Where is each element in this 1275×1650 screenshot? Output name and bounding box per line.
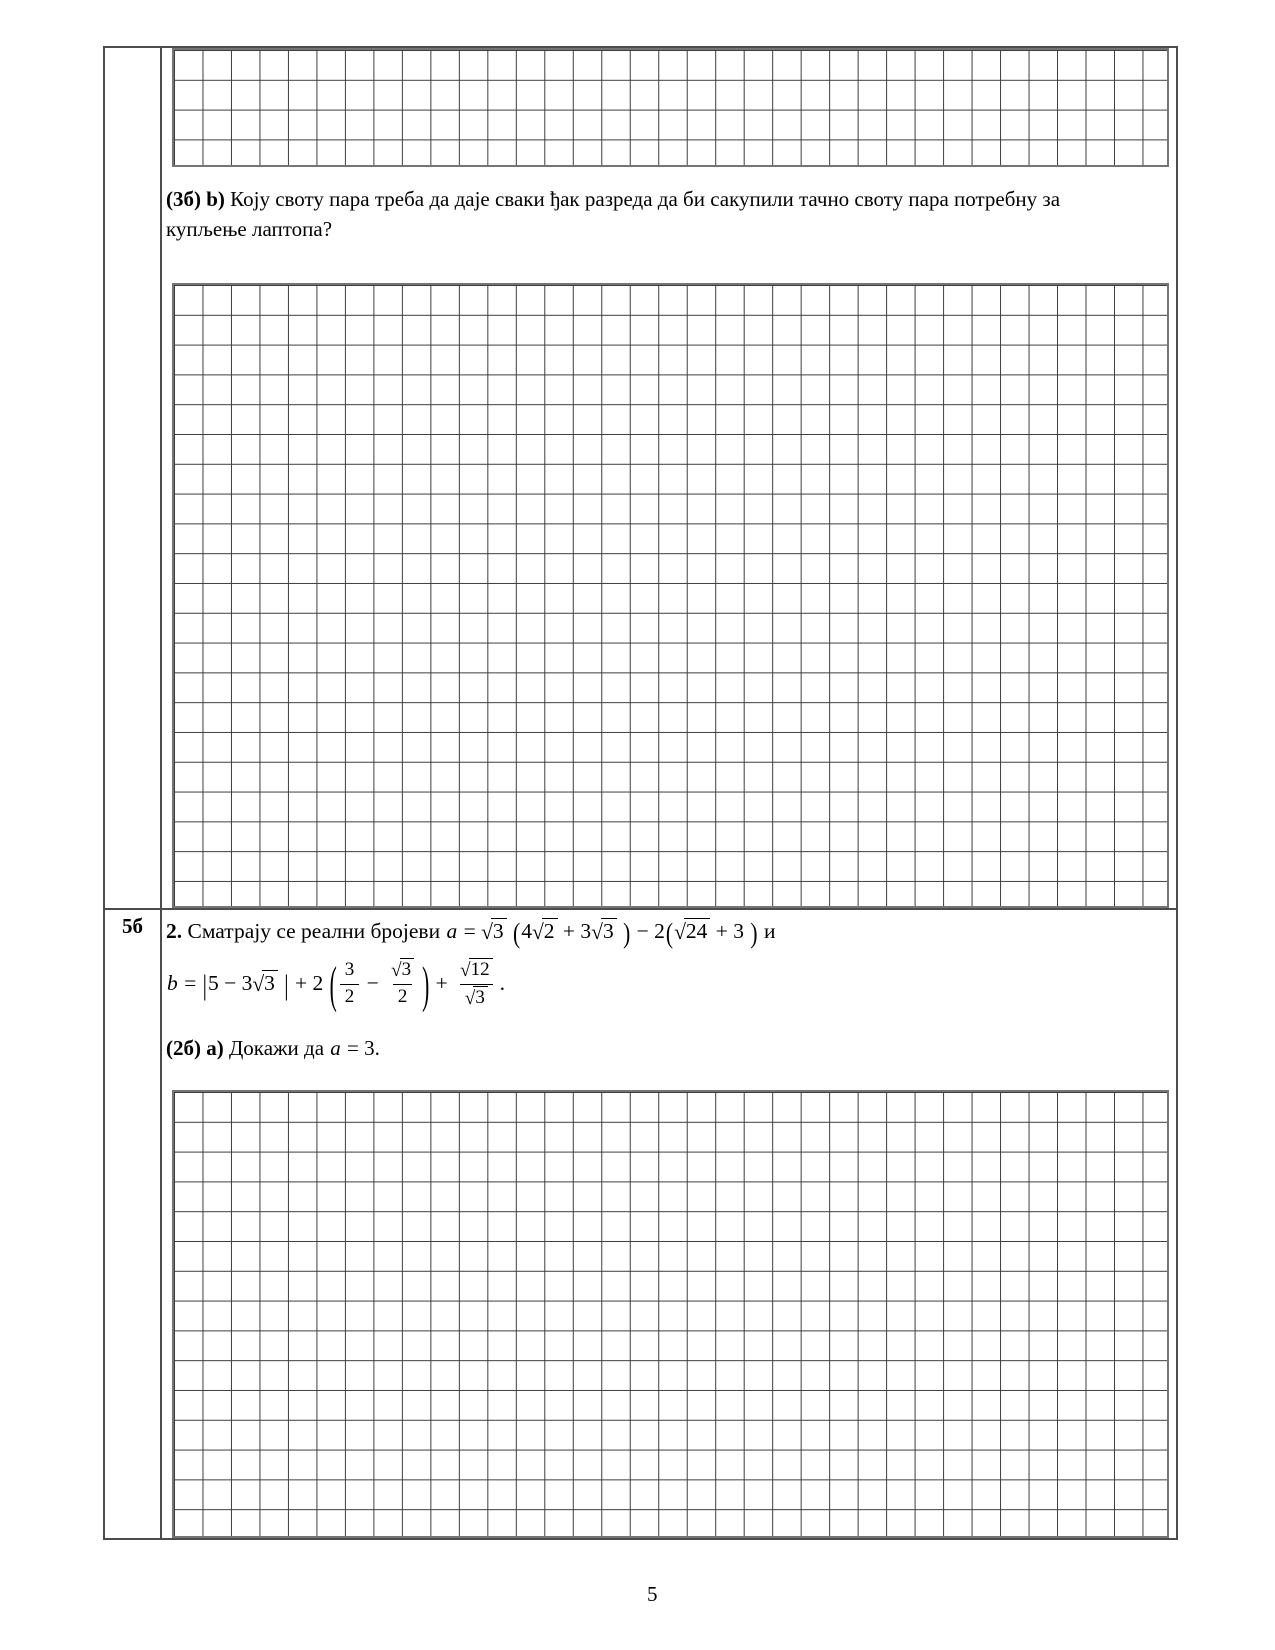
content-cell-row1 [162,48,1176,910]
numerator [455,957,497,984]
task-2a [166,1032,1166,1064]
problem-2-number: 2. [166,919,183,943]
fraction [455,957,497,1010]
formula-b [166,956,505,1014]
question-3b-label: (3б) b) [166,187,225,211]
task-2a-text: Докажи да [228,1036,325,1060]
page-number: 5 [647,1582,658,1606]
radical-sign-icon: √ [252,972,265,996]
radical-sign-icon: √ [464,987,476,1009]
problem-2-statement [166,914,1166,950]
math-text: 5 − 3 [207,971,253,995]
numerator [340,958,360,984]
radical [465,986,488,1010]
radical [591,914,617,948]
math-text: 2 [344,985,355,1007]
math-text: + 3 [710,919,750,943]
fraction [340,958,360,1009]
math-text: + 3 [557,919,592,943]
radical-sign-icon: √ [674,920,686,944]
radical [532,914,558,948]
radical [391,958,414,982]
math-text: и [758,919,776,943]
radicand: 3 [262,970,278,996]
big-delimiter: | [202,968,207,1002]
formula-a [445,916,776,950]
answer-grid-top [172,48,1169,167]
math-text: . [499,971,505,995]
math-text: − [361,971,385,995]
math-text: + [430,971,454,995]
radical [481,914,507,948]
denominator [460,984,493,1010]
radicand: 3 [491,918,507,944]
math-text: = [458,919,482,943]
points-cell-row2 [105,910,162,1538]
radicand: 2 [542,918,558,944]
big-delimiter: ( [513,916,521,950]
radicand: 3 [400,958,415,981]
points-cell-row1 [105,48,162,910]
answer-grid-2a [172,1090,1169,1538]
math-text: 4 [521,919,532,943]
big-delimiter: ( [665,916,674,950]
big-delimiter: ( [329,956,337,1014]
big-delimiter: ) [750,916,758,950]
math-variable: a [330,1036,341,1060]
math-text: 3 [344,958,355,980]
radical-sign-icon: √ [591,920,603,944]
radical-sign-icon: √ [481,920,493,944]
big-delimiter: ) [623,916,631,950]
fraction [386,957,419,1009]
radicand: 3 [473,986,488,1009]
radical-sign-icon: √ [460,959,471,981]
exam-table [103,46,1178,1540]
math-variable: b [167,971,178,995]
problem-2-intro: Сматрају се реални бројеви [187,919,441,943]
big-delimiter: | [284,968,289,1002]
numerator [386,957,419,984]
points-label: 5б [122,914,143,938]
radicand: 24 [684,918,711,944]
question-3b-text: Коју своту пара треба да даје сваки ђак разреда да би сакупили тачно своту пара потребну за купљење лаптопа? [166,187,1061,241]
task-2a-label: (2б) a) [166,1036,224,1060]
radical-sign-icon: √ [531,920,544,944]
math-text: + 2 [289,971,329,995]
math-text: 2 [397,986,408,1008]
denominator [393,984,413,1009]
formula-b-line [166,950,1166,1016]
math-text: − 2 [631,919,665,943]
radicand: 3 [601,918,617,944]
math-variable: a [446,919,458,943]
task-2a-math [329,1036,380,1060]
math-text: = 3. [341,1036,380,1060]
radical-sign-icon: √ [391,960,402,982]
content-cell-row2 [162,910,1176,1538]
math-text: = [178,971,202,995]
radical [460,958,492,982]
question-3b [166,184,1074,244]
denominator [340,984,360,1009]
radical [674,914,710,948]
big-delimiter: ) [422,956,430,1014]
radical [252,950,278,1016]
answer-grid-3b [172,283,1169,908]
radicand: 12 [469,958,493,981]
